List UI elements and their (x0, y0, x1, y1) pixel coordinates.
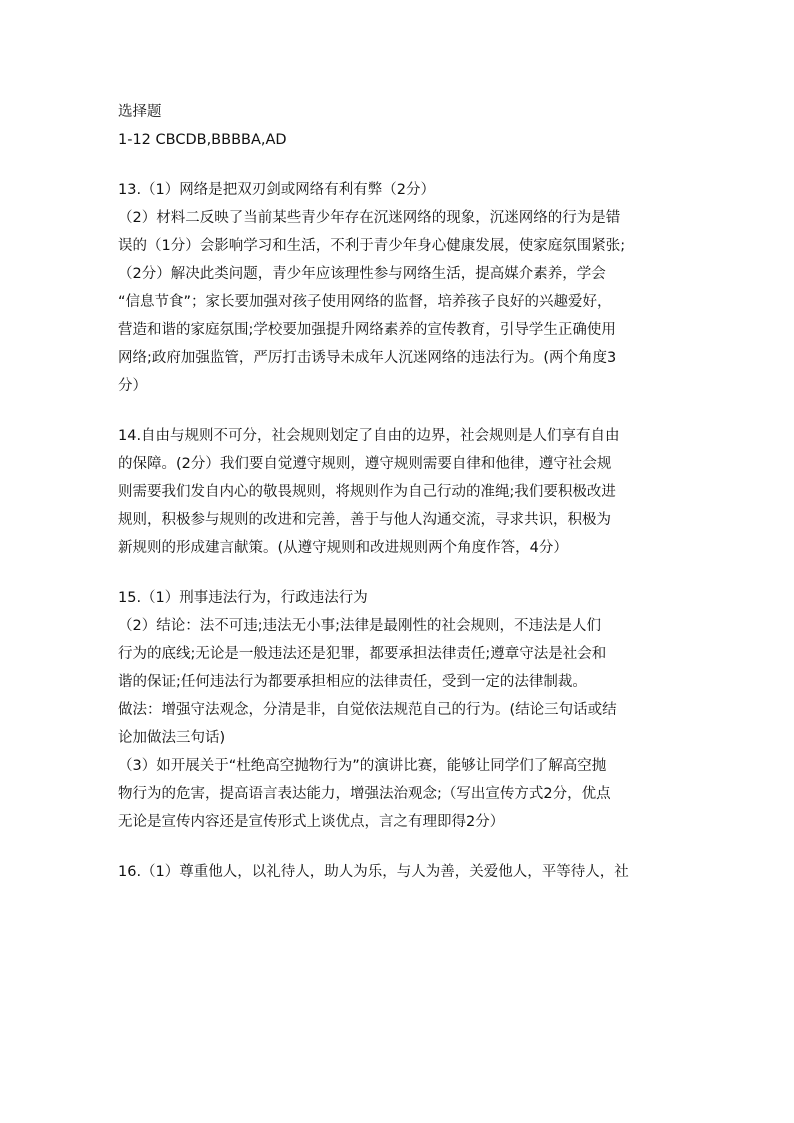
spacer (118, 562, 680, 584)
question-14 (118, 422, 680, 562)
q15-line: 谐的保证;任何违法行为都要承担相应的法律责任，受到一定的法律制裁。 (118, 674, 587, 690)
spacer (118, 154, 680, 176)
q15-line: 论加做法三句话) (118, 730, 226, 746)
q14-line: 的保障。(2分）我们要自觉遵守规则，遵守规则需要自律和他律，遵守社会规 (118, 456, 612, 472)
q14-line: 则需要我们发自内心的敬畏规则，将规则作为自己行动的准绳;我们要积极改进 (118, 484, 616, 500)
multiple-choice-answers: 1-12 CBCDB,BBBBA,AD (118, 132, 287, 148)
section-title: 选择题 (118, 104, 162, 120)
answer-key (118, 98, 680, 886)
question-16 (118, 858, 680, 886)
spacer (118, 400, 680, 422)
q13-line: “信息节食”；家长要加强对孩子使用网络的监督，培养孩子良好的兴趣爱好， (118, 294, 612, 310)
question-15 (118, 584, 680, 836)
q15-line: 物行为的危害，提高语言表达能力，增强法治观念;（写出宣传方式2分，优点 (118, 786, 611, 802)
q15-line: （3）如开展关于“杜绝高空抛物行为”的演讲比赛，能够让同学们了解高空抛 (118, 758, 607, 774)
question-13 (118, 176, 680, 400)
q13-line: 营造和谐的家庭氛围;学校要加强提升网络素养的宣传教育，引导学生正确使用 (118, 322, 616, 338)
q14-line: 14.自由与规则不可分，社会规则划定了自由的边界，社会规则是人们享有自由 (118, 428, 620, 444)
q13-line: （2）材料二反映了当前某些青少年存在沉迷网络的现象，沉迷网络的行为是错 (118, 210, 621, 226)
q15-line: 无论是宣传内容还是宣传形式上谈优点，言之有理即得2分） (118, 814, 505, 830)
q13-line: （2分）解决此类问题，青少年应该理性参与网络生活，提高媒介素养，学会 (118, 266, 606, 282)
q13-line: 分） (118, 378, 147, 394)
q14-line: 新规则的形成建言献策。(从遵守规则和改进规则两个角度作答，4分） (118, 540, 568, 556)
q14-line: 规则，积极参与规则的改进和完善，善于与他人沟通交流，寻求共识，积极为 (118, 512, 611, 528)
q15-line: 行为的底线;无论是一般违法还是犯罪，都要承担法律责任;遵章守法是社会和 (118, 646, 607, 662)
q13-line: 网络;政府加强监管，严厉打击诱导未成年人沉迷网络的违法行为。(两个角度3 (118, 350, 617, 366)
q15-line: （2）结论：法不可违;违法无小事;法律是最刚性的社会规则，不违法是人们 (118, 618, 601, 634)
q15-line: 15.（1）刑事违法行为，行政违法行为 (118, 590, 368, 606)
spacer (118, 836, 680, 858)
q16-line: 16.（1）尊重他人，以礼待人，助人为乐，与人为善，关爱他人，平等待人，社 (118, 864, 629, 880)
q13-line: 误的（1分）会影响学习和生活，不利于青少年身心健康发展，使家庭氛围紧张; (118, 238, 626, 254)
q15-line: 做法：增强守法观念，分清是非，自觉依法规范自己的行为。(结论三句话或结 (118, 702, 617, 718)
q13-line: 13.（1）网络是把双刃剑或网络有利有弊（2分） (118, 182, 436, 198)
